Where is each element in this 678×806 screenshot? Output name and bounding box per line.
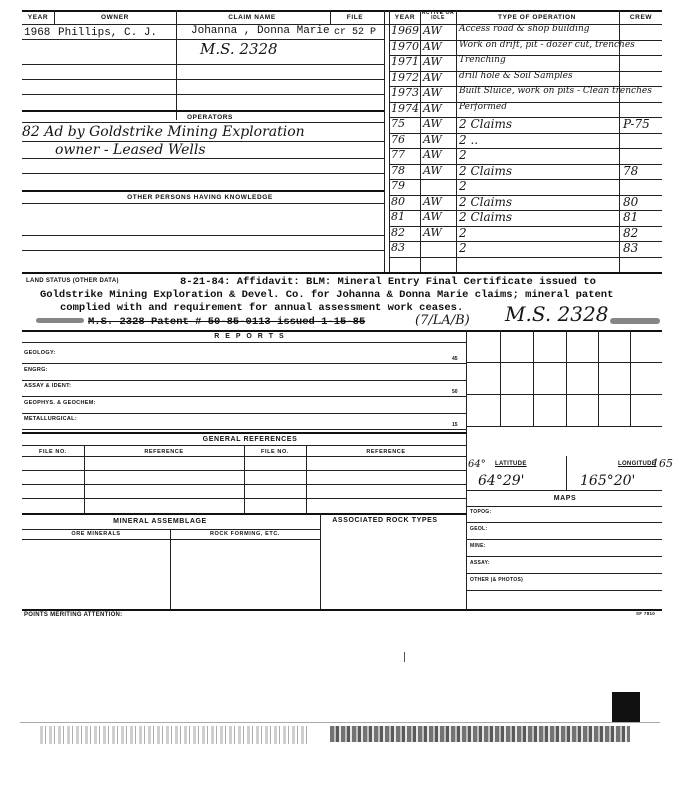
operators-line-1: 82 Ad by Goldstrike Mining Exploration (22, 124, 305, 140)
land-status-line-4: M.S. 2328 Patent # 50-85-0113 issued 1-15-85 (88, 316, 366, 328)
registration-block (612, 692, 640, 722)
activity-status: AW (423, 70, 442, 84)
activity-year: 76 (391, 132, 405, 146)
activity-status: AW (423, 101, 442, 115)
activity-year: 1973 (391, 86, 419, 99)
activity-status: AW (423, 55, 442, 68)
activity-status: AW (423, 117, 442, 130)
header-owner: OWNER (101, 14, 129, 21)
longitude-value: 165°20' (580, 473, 636, 489)
activity-year: 83 (391, 241, 405, 254)
land-status-line-3: complied with and requirement for annual assessment work ceases. (60, 302, 464, 314)
activity-crew: 80 (623, 194, 639, 209)
activity-operation: drill hole & Soil Samples (459, 70, 573, 81)
activity-operation: 2 Claims (459, 163, 512, 178)
land-status-stamp: (7/LA/B) (415, 313, 470, 328)
activity-row (389, 241, 662, 257)
activity-status: AW (423, 148, 442, 161)
activity-row (389, 179, 662, 195)
owner-name: Phillips, C. J. (58, 27, 158, 39)
activity-year: 75 (391, 117, 405, 130)
file-number: cr 52 P (334, 27, 377, 38)
report-number: 50 (452, 389, 458, 395)
activity-status: AW (423, 39, 442, 53)
activity-operation: 2 .. (459, 132, 479, 147)
activity-year: 1970 (391, 39, 419, 53)
maps-title: MAPS (553, 495, 577, 502)
activity-crew: P-75 (623, 117, 650, 131)
scan-line (20, 722, 660, 723)
activity-row (389, 55, 662, 71)
activity-row (389, 86, 662, 102)
activity-operation: 2 (459, 225, 467, 240)
ref-col-file-no-1: FILE NO. (38, 449, 68, 455)
activity-year: 82 (391, 225, 405, 239)
ink-smudge (610, 318, 660, 324)
header-active-idle: ACTIVE OR IDLE (421, 10, 455, 21)
activity-year: 79 (391, 179, 405, 192)
rock-forming-label: ROCK FORMING, ETC. (209, 531, 281, 537)
report-label: GEOLOGY: (24, 350, 56, 356)
map-row-label: MINE: (470, 543, 486, 549)
activity-year: 81 (391, 210, 405, 223)
scan-noise (330, 726, 630, 742)
activity-operation: Trenching (459, 55, 506, 65)
other-persons-title: OTHER PERSONS HAVING KNOWLEDGE (127, 194, 273, 201)
activity-year: 1969 (391, 24, 419, 37)
scan-noise (40, 726, 310, 744)
activity-row (389, 164, 662, 180)
form-number: SF 7810 (636, 611, 656, 616)
ms-number-handwritten: M.S. 2328 (200, 40, 278, 58)
activity-row (389, 195, 662, 211)
report-number: 45 (452, 356, 458, 362)
map-row-label: ASSAY: (470, 560, 490, 566)
activity-status: AW (423, 24, 442, 37)
header-year: YEAR (27, 14, 49, 21)
ore-minerals-label: ORE MINERALS (71, 531, 121, 537)
activity-row (389, 24, 662, 40)
land-status-label: LAND STATUS (OTHER DATA) (26, 278, 119, 284)
activity-row (389, 226, 662, 242)
longitude-suffix: 165 (652, 457, 673, 470)
activity-operation: Access road & shop building (459, 24, 590, 34)
activity-operation: 2 (459, 179, 467, 193)
activity-operation: Built Sluice, work on pits - Clean trenches (459, 86, 652, 96)
activity-crew: 81 (623, 210, 639, 224)
activity-row (389, 148, 662, 164)
report-label: METALLURGICAL: (24, 416, 77, 422)
activity-row (389, 40, 662, 56)
activity-crew: 78 (623, 163, 639, 178)
latitude-prefix: 64° (468, 459, 486, 470)
report-label: ENGRG: (24, 366, 48, 373)
owner-year: 1968 (24, 27, 51, 39)
latitude-label: LATITUDE (495, 461, 527, 467)
activity-status: AW (423, 86, 442, 99)
activity-operation: 2 Claims (459, 194, 512, 209)
report-label: GEOPHYS. & GEOCHEM: (24, 399, 96, 406)
activity-year: 1972 (391, 70, 419, 84)
land-status-line-2: Goldstrike Mining Exploration & Devel. Co. for Johanna & Donna Marie claims; mineral patent (40, 289, 614, 301)
ref-col-reference-1: REFERENCE (144, 449, 184, 455)
operators-title: OPERATORS (187, 114, 233, 121)
activity-operation: 2 Claims (459, 117, 512, 131)
activity-crew: 83 (623, 241, 639, 255)
land-status-line-1: 8-21-84: Affidavit: BLM: Mineral Entry Final Certificate issued to (180, 276, 596, 288)
report-label: ASSAY & IDENT: (24, 383, 72, 389)
mineral-assemblage-title: MINERAL ASSEMBLAGE (113, 518, 207, 525)
top-border (22, 10, 662, 12)
activity-operation: 2 (459, 241, 467, 255)
claim-column-divider (176, 10, 177, 120)
activity-crew: 82 (623, 225, 639, 240)
header-type-of-operation: TYPE OF OPERATION (498, 14, 576, 21)
reports-title: R E P O R T S (214, 333, 286, 340)
activity-status: AW (423, 132, 442, 146)
map-row-label: OTHER (& PHOTOS) (470, 577, 524, 583)
general-references-title: GENERAL REFERENCES (202, 436, 298, 443)
ref-col-reference-2: REFERENCE (366, 449, 406, 455)
header-year-2: YEAR (394, 14, 416, 21)
activity-year: 78 (391, 163, 405, 177)
header-file: FILE (346, 14, 364, 21)
operators-line-2: owner - Leased Wells (55, 142, 206, 158)
associated-rock-types: ASSOCIATED ROCK TYPES (332, 517, 438, 524)
activity-operation: Performed (459, 101, 507, 112)
activity-status: AW (423, 210, 442, 223)
activity-year: 80 (391, 194, 405, 208)
claim-name: Johanna , Donna Marie (191, 25, 330, 37)
header-crew: CREW (629, 14, 653, 21)
activity-row (389, 102, 662, 118)
land-status-ms-handwritten: M.S. 2328 (505, 302, 609, 326)
activity-row (389, 117, 662, 133)
activity-status: AW (423, 194, 442, 208)
activity-operation: 2 Claims (459, 210, 512, 224)
ink-smudge (36, 318, 84, 323)
activity-status: AW (423, 163, 442, 177)
map-row-label: GEOL: (470, 526, 488, 532)
activity-year: 1971 (391, 55, 419, 68)
activity-year: 77 (391, 148, 405, 161)
ref-col-file-no-2: FILE NO. (260, 449, 290, 455)
report-number: 15 (452, 422, 458, 428)
activity-operation: Work on drift, pit - dozer cut, trenches (459, 39, 635, 50)
activity-status: AW (423, 225, 442, 239)
scan-mark (404, 652, 405, 662)
points-meriting-attention: POINTS MERITING ATTENTION: (24, 612, 123, 618)
left-right-divider (384, 10, 385, 272)
header-claim-name: CLAIM NAME (228, 14, 276, 21)
activity-row (389, 210, 662, 226)
activity-year: 1974 (391, 101, 419, 115)
map-row-label: TOPOG: (470, 509, 492, 515)
activity-operation: 2 (459, 148, 467, 162)
activity-row (389, 133, 662, 149)
longitude-label: LONGITUDE (618, 461, 657, 467)
latitude-value: 64°29' (478, 473, 525, 489)
activity-row (389, 71, 662, 87)
